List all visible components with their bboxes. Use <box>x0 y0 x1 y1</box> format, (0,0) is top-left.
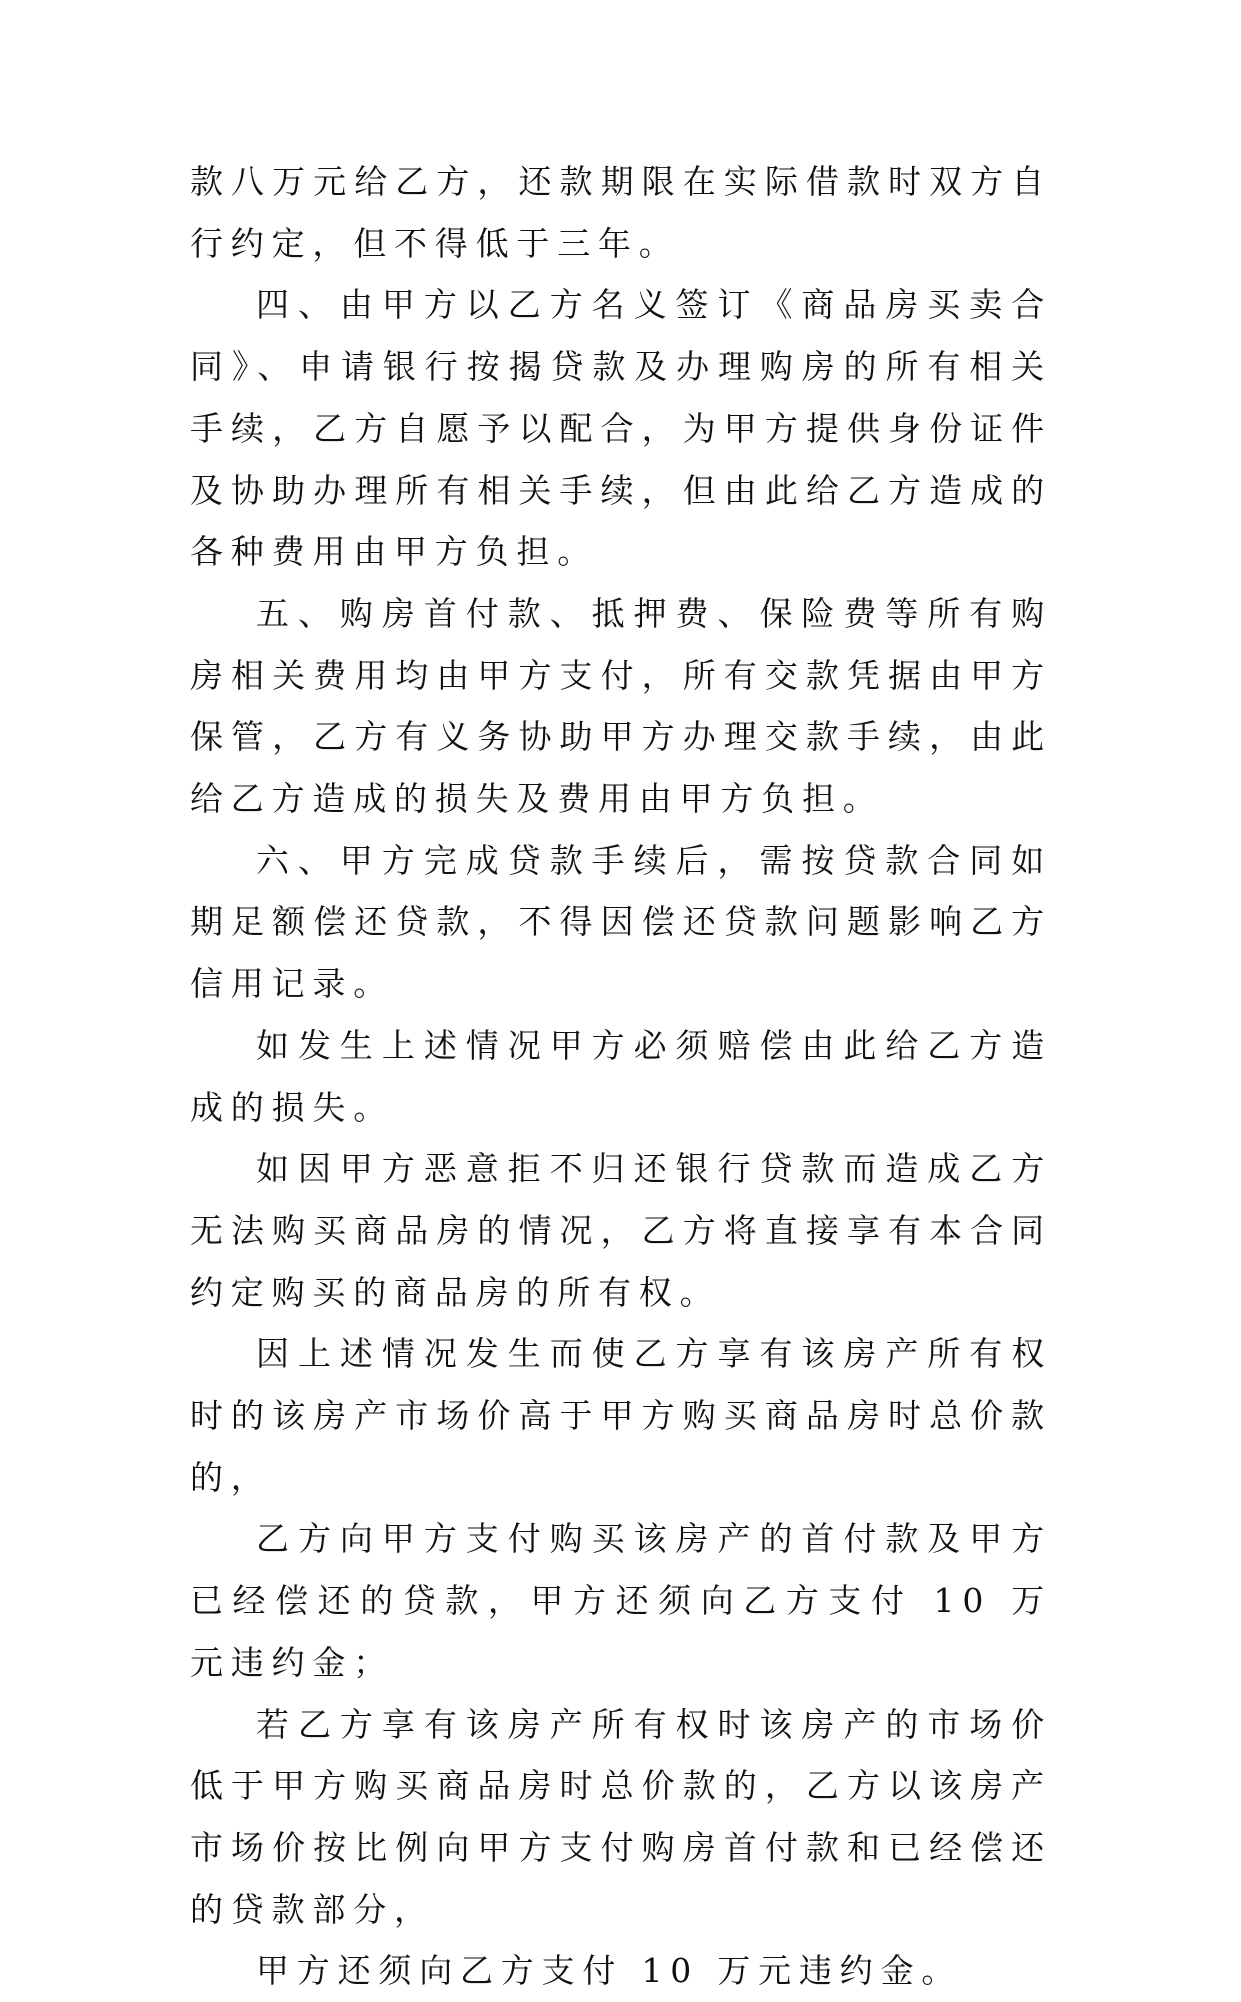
paragraph-clause-4: 四、由甲方以乙方名义签订《商品房买卖合同》、申请银行按揭贷款及办理购房的所有相关手续，乙方自愿予以配合，为甲方提供身份证件及协助办理所有相关手续，但由此给乙方造成的各种费用由甲方负担。 <box>190 285 1052 572</box>
paragraph-ownership-transfer: 如因甲方恶意拒不归还银行贷款而造成乙方无法购买商品房的情况，乙方将直接享有本合同约定购买的商品房的所有权。 <box>190 1149 1052 1312</box>
document-page <box>190 151 1052 2002</box>
paragraph-market-price-higher: 因上述情况发生而使乙方享有该房产所有权时的该房产市场价高于甲方购买商品房时总价款的， <box>190 1334 1052 1497</box>
paragraph-clause-5: 五、购房首付款、抵押费、保险费等所有购房相关费用均由甲方支付，所有交款凭据由甲方保管，乙方有义务协助甲方办理交款手续，由此给乙方造成的损失及费用由甲方负担。 <box>190 593 1052 819</box>
paragraph-compensation: 如发生上述情况甲方必须赔偿由此给乙方造成的损失。 <box>190 1025 1052 1127</box>
paragraph-market-price-lower: 若乙方享有该房产所有权时该房产的市场价低于甲方购买商品房时总价款的，乙方以该房产市场价按比例向甲方支付购房首付款和已经偿还的贷款部分， <box>190 1704 1052 1929</box>
paragraph-loan-term-continuation: 款八万元给乙方，还款期限在实际借款时双方自行约定，但不得低于三年。 <box>190 162 1052 263</box>
paragraph-payment-and-penalty: 乙方向甲方支付购买该房产的首付款及甲方已经偿还的贷款，甲方还须向乙方支付 10 万元违约金； <box>190 1519 1052 1682</box>
paragraph-final-penalty: 甲方还须向乙方支付 10 万元违约金。 <box>256 1951 963 1991</box>
paragraph-clause-6: 六、甲方完成贷款手续后，需按贷款合同如期足额偿还贷款，不得因偿还贷款问题影响乙方信用记录。 <box>190 840 1052 1004</box>
